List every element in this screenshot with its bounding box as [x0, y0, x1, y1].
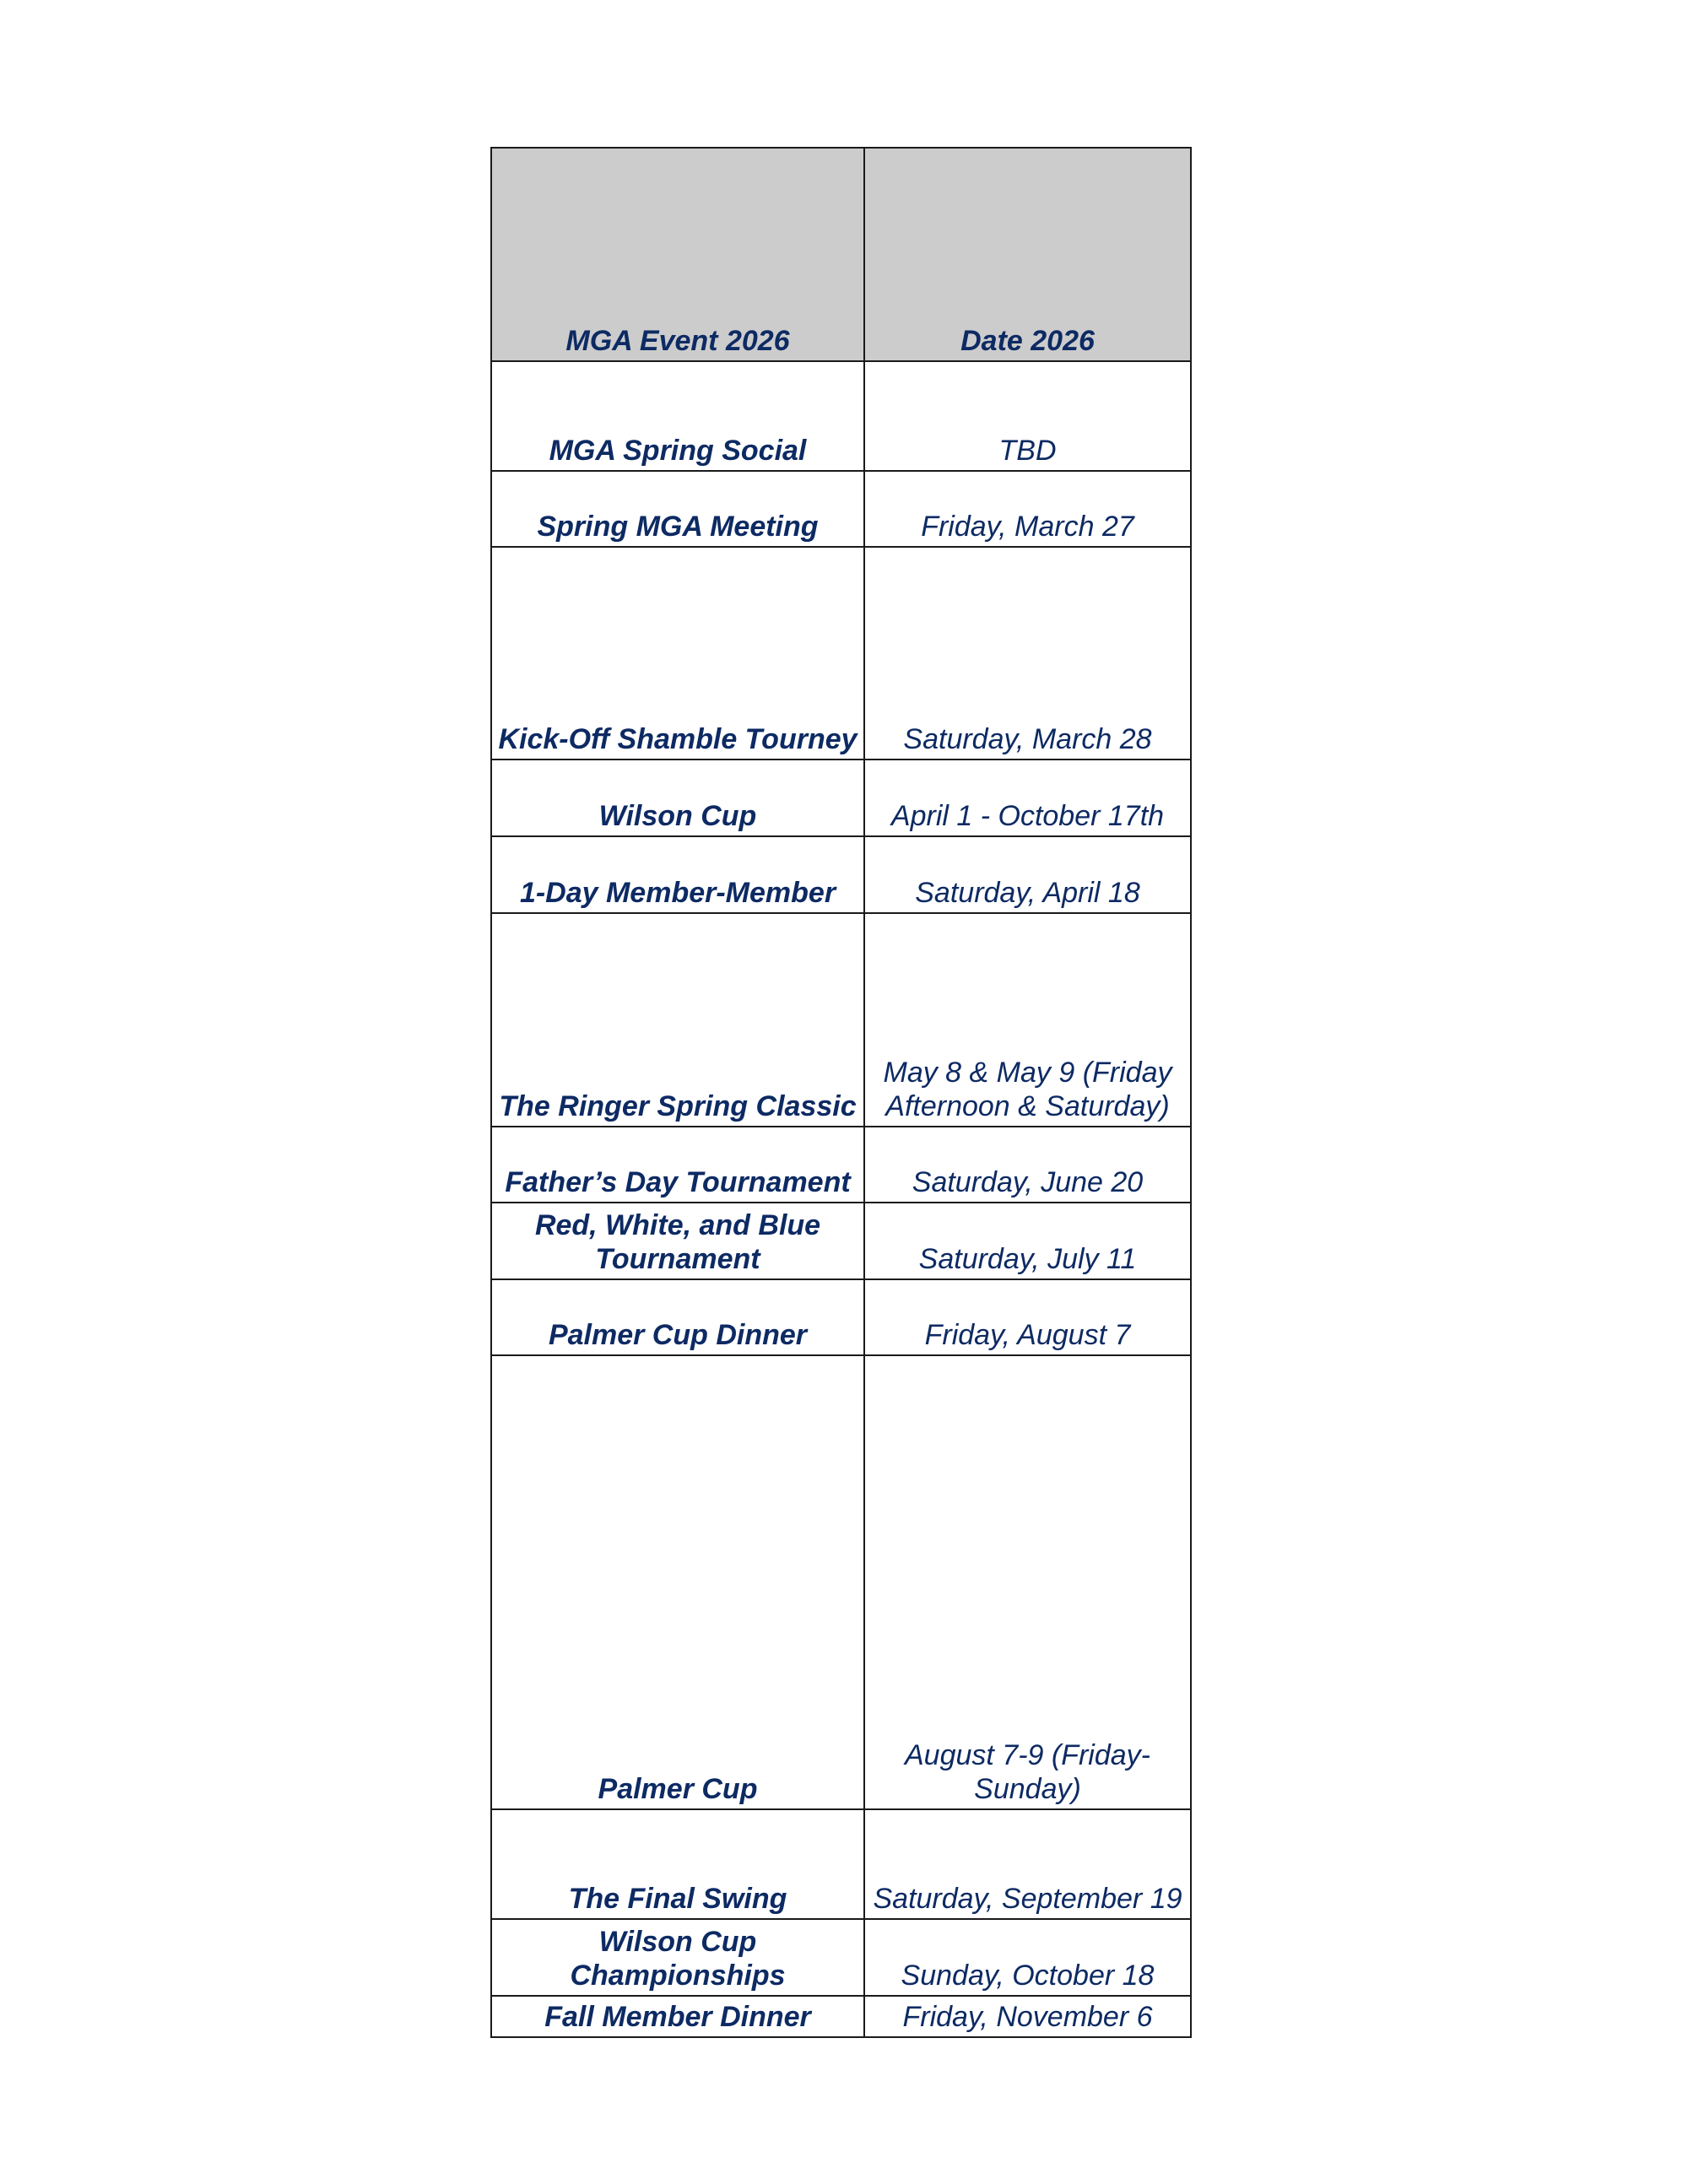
- date-cell: TBD: [864, 361, 1191, 471]
- date-cell: April 1 - October 17th: [864, 760, 1191, 836]
- event-cell: Fall Member Dinner: [491, 1996, 864, 2037]
- event-cell: Red, White, and Blue Tournament: [491, 1203, 864, 1279]
- table-row: [491, 1279, 1191, 1355]
- date-cell: Saturday, July 11: [864, 1203, 1191, 1279]
- table-row: [491, 760, 1191, 836]
- table-row: [491, 1355, 1191, 1809]
- date-cell: Friday, March 27: [864, 471, 1191, 547]
- date-cell: Saturday, September 19: [864, 1809, 1191, 1919]
- date-cell: August 7-9 (Friday-Sunday): [864, 1355, 1191, 1809]
- event-cell: Wilson Cup Championships: [491, 1919, 864, 1996]
- table-row: [491, 1127, 1191, 1203]
- event-cell: Palmer Cup Dinner: [491, 1279, 864, 1355]
- header-date: Date 2026: [864, 148, 1191, 361]
- header-event: MGA Event 2026: [491, 148, 864, 361]
- table-row: [491, 1996, 1191, 2037]
- date-cell: Saturday, April 18: [864, 836, 1191, 913]
- date-cell: Saturday, March 28: [864, 547, 1191, 760]
- table-row: [491, 1919, 1191, 1996]
- table-row: [491, 547, 1191, 760]
- table-row: [491, 836, 1191, 913]
- event-cell: MGA Spring Social: [491, 361, 864, 471]
- event-cell: Spring MGA Meeting: [491, 471, 864, 547]
- header-row: [491, 148, 1191, 361]
- table-row: [491, 1203, 1191, 1279]
- date-cell: Saturday, June 20: [864, 1127, 1191, 1203]
- table-row: [491, 1809, 1191, 1919]
- event-cell: The Final Swing: [491, 1809, 864, 1919]
- date-cell: Sunday, October 18: [864, 1919, 1191, 1996]
- date-cell: May 8 & May 9 (Friday Afternoon & Saturday): [864, 913, 1191, 1127]
- table-row: [491, 361, 1191, 471]
- event-cell: Kick-Off Shamble Tourney: [491, 547, 864, 760]
- event-cell: Father’s Day Tournament: [491, 1127, 864, 1203]
- event-cell: Palmer Cup: [491, 1355, 864, 1809]
- table-row: [491, 471, 1191, 547]
- event-cell: 1-Day Member-Member: [491, 836, 864, 913]
- event-cell: The Ringer Spring Classic: [491, 913, 864, 1127]
- table-row: [491, 913, 1191, 1127]
- date-cell: Friday, August 7: [864, 1279, 1191, 1355]
- event-cell: Wilson Cup: [491, 760, 864, 836]
- events-table: [490, 147, 1192, 2038]
- date-cell: Friday, November 6: [864, 1996, 1191, 2037]
